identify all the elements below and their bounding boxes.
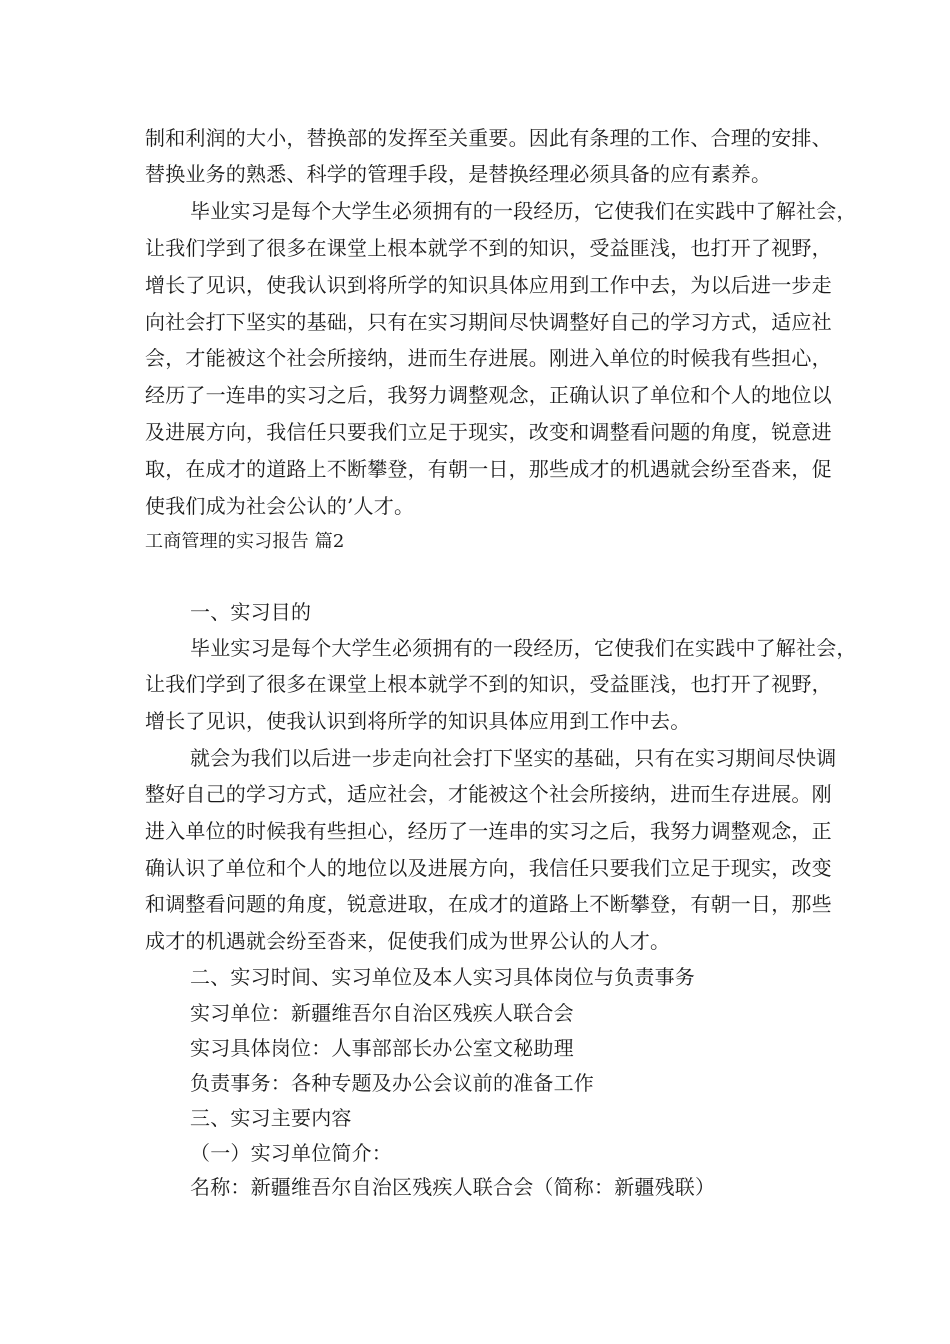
paragraph-line: 会，才能被这个社会所接纳，进而生存进展。刚进入单位的时候我有些担心， [145, 346, 832, 370]
paragraph-line: 及进展方向，我信任只要我们立足于现实，改变和调整看问题的角度，锐意进 [145, 420, 832, 444]
paragraph-line: 经历了一连串的实习之后，我努力调整观念，正确认识了单位和个人的地位以 [145, 383, 832, 407]
paragraph-line: 增长了见识，使我认识到将所学的知识具体应用到工作中去，为以后进一步走 [145, 273, 832, 297]
paragraph-line: 成才的机遇就会纷至沓来，促使我们成为世界公认的人才。 [145, 929, 671, 953]
paragraph-line: 确认识了单位和个人的地位以及进展方向，我信任只要我们立足于现实，改变 [145, 856, 832, 880]
paragraph-line: 让我们学到了很多在课堂上根本就学不到的知识，受益匪浅，也打开了视野， [145, 236, 832, 260]
info-line: 实习具体岗位：人事部部长办公室文秘助理 [190, 1036, 574, 1060]
heading-line: 三、实习主要内容 [190, 1106, 352, 1130]
paragraph-line: 就会为我们以后进一步走向社会打下坚实的基础，只有在实习期间尽快调 [190, 746, 837, 770]
paragraph-line: 向社会打下坚实的基础，只有在实习期间尽快调整好自己的学习方式，适应社 [145, 310, 832, 334]
heading-line: 二、实习时间、实习单位及本人实习具体岗位与负责事务 [190, 965, 695, 989]
paragraph-line: 增长了见识，使我认识到将所学的知识具体应用到工作中去。 [145, 709, 691, 733]
paragraph-line: 使我们成为社会公认的’人才。 [145, 494, 415, 518]
paragraph-line: 毕业实习是每个大学生必须拥有的一段经历，它使我们在实践中了解社会， [190, 636, 857, 660]
paragraph-line: 替换业务的熟悉、科学的管理手段，是替换经理必须具备的应有素养。 [145, 162, 772, 186]
paragraph-line: 让我们学到了很多在课堂上根本就学不到的知识，受益匪浅，也打开了视野， [145, 672, 832, 696]
paragraph-line: 制和利润的大小，替换部的发挥至关重要。因此有条理的工作、合理的安排、 [145, 126, 832, 150]
subheading-line: （一）实习单位简介： [190, 1141, 392, 1165]
section-title: 工商管理的实习报告 篇2 [145, 531, 345, 552]
heading-line: 一、实习目的 [190, 600, 312, 624]
info-line: 名称：新疆维吾尔自治区残疾人联合会（简称：新疆残联） [190, 1175, 716, 1199]
paragraph-line: 毕业实习是每个大学生必须拥有的一段经历，它使我们在实践中了解社会， [190, 199, 857, 223]
paragraph-line: 和调整看问题的角度，锐意进取，在成才的道路上不断攀登，有朝一日，那些 [145, 892, 832, 916]
info-line: 负责事务：各种专题及办公会议前的准备工作 [190, 1071, 594, 1095]
paragraph-line: 取，在成才的道路上不断攀登，有朝一日，那些成才的机遇就会纷至沓来，促 [145, 457, 832, 481]
info-line: 实习单位：新疆维吾尔自治区残疾人联合会 [190, 1001, 574, 1025]
paragraph-line: 整好自己的学习方式，适应社会，才能被这个社会所接纳，进而生存进展。刚 [145, 782, 832, 806]
paragraph-line: 进入单位的时候我有些担心，经历了一连串的实习之后，我努力调整观念，正 [145, 819, 832, 843]
